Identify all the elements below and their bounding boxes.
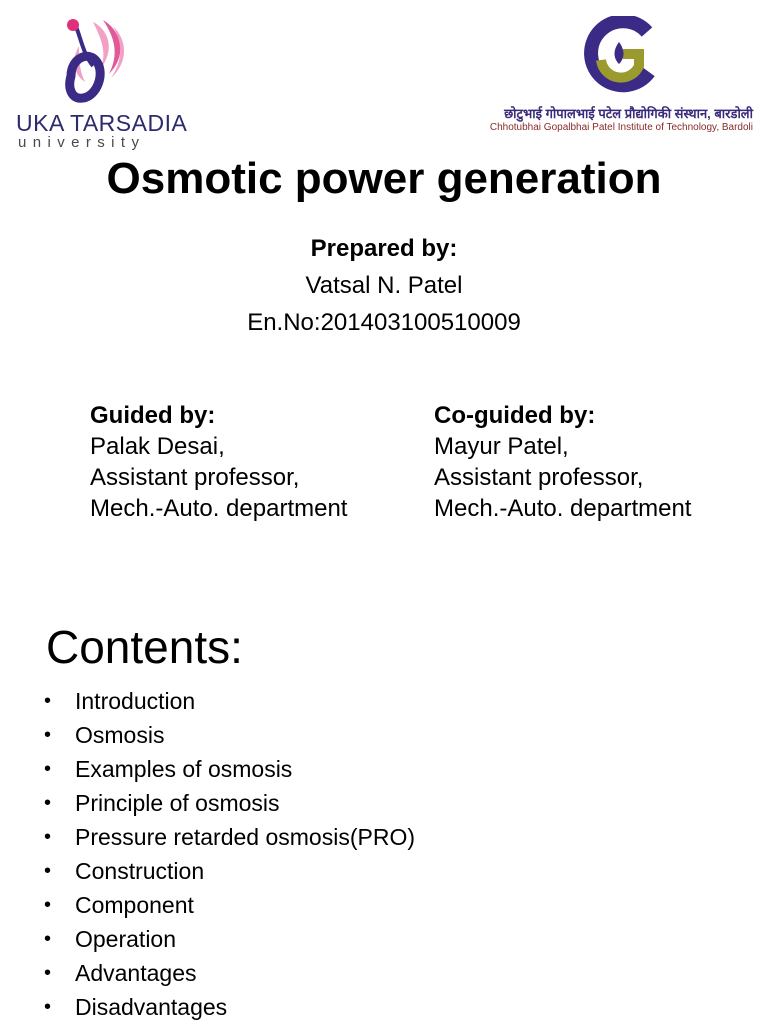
list-item: • Principle of osmosis [44,786,415,820]
list-item: • Component [44,888,415,922]
flame-emblem-icon [49,16,129,108]
cg-emblem-icon [579,16,659,98]
university-subtitle: university [18,134,146,151]
prepared-by-block [0,230,768,341]
list-item: • Operation [44,922,415,956]
institute-name-english: Chhotubhai Gopalbhai Patel Institute of Technology, Bardoli [489,122,753,133]
co-guide-name: Mayur Patel, [434,433,569,460]
guide-name: Palak Desai, [90,433,225,460]
list-item: • Advantages [44,956,415,990]
enrollment-number: En.No:201403100510009 [247,309,521,336]
cgpit-logo [489,14,757,138]
prepared-by-label: Prepared by: [310,235,458,262]
author-name: Vatsal N. Patel [305,272,463,299]
contents-slide [0,600,768,1024]
list-item: • Pressure retarded osmosis(PRO) [44,820,415,854]
university-name: UKA TARSADIA [16,110,188,136]
guide-department: Mech.-Auto. department [90,495,348,522]
list-item: • Disadvantages [44,990,415,1024]
list-item: • Osmosis [44,718,415,752]
contents-list [44,684,415,1024]
guide-block [90,400,347,524]
uka-tarsadia-logo [14,14,188,151]
list-item: • Construction [44,854,415,888]
co-guide-block [434,400,691,524]
presentation-title: Osmotic power generation [106,154,662,203]
co-guide-label: Co-guided by: [434,402,596,429]
list-item: • Introduction [44,684,415,718]
guide-designation: Assistant professor, [90,464,300,491]
list-item: • Examples of osmosis [44,752,415,786]
guide-label: Guided by: [90,402,216,429]
institute-name-hindi: छोटुभाई गोपालभाई पटेल प्रौद्योगिकी संस्थान, बारडोली [504,106,753,121]
co-guide-designation: Assistant professor, [434,464,644,491]
co-guide-department: Mech.-Auto. department [434,495,692,522]
contents-heading: Contents: [46,621,243,673]
